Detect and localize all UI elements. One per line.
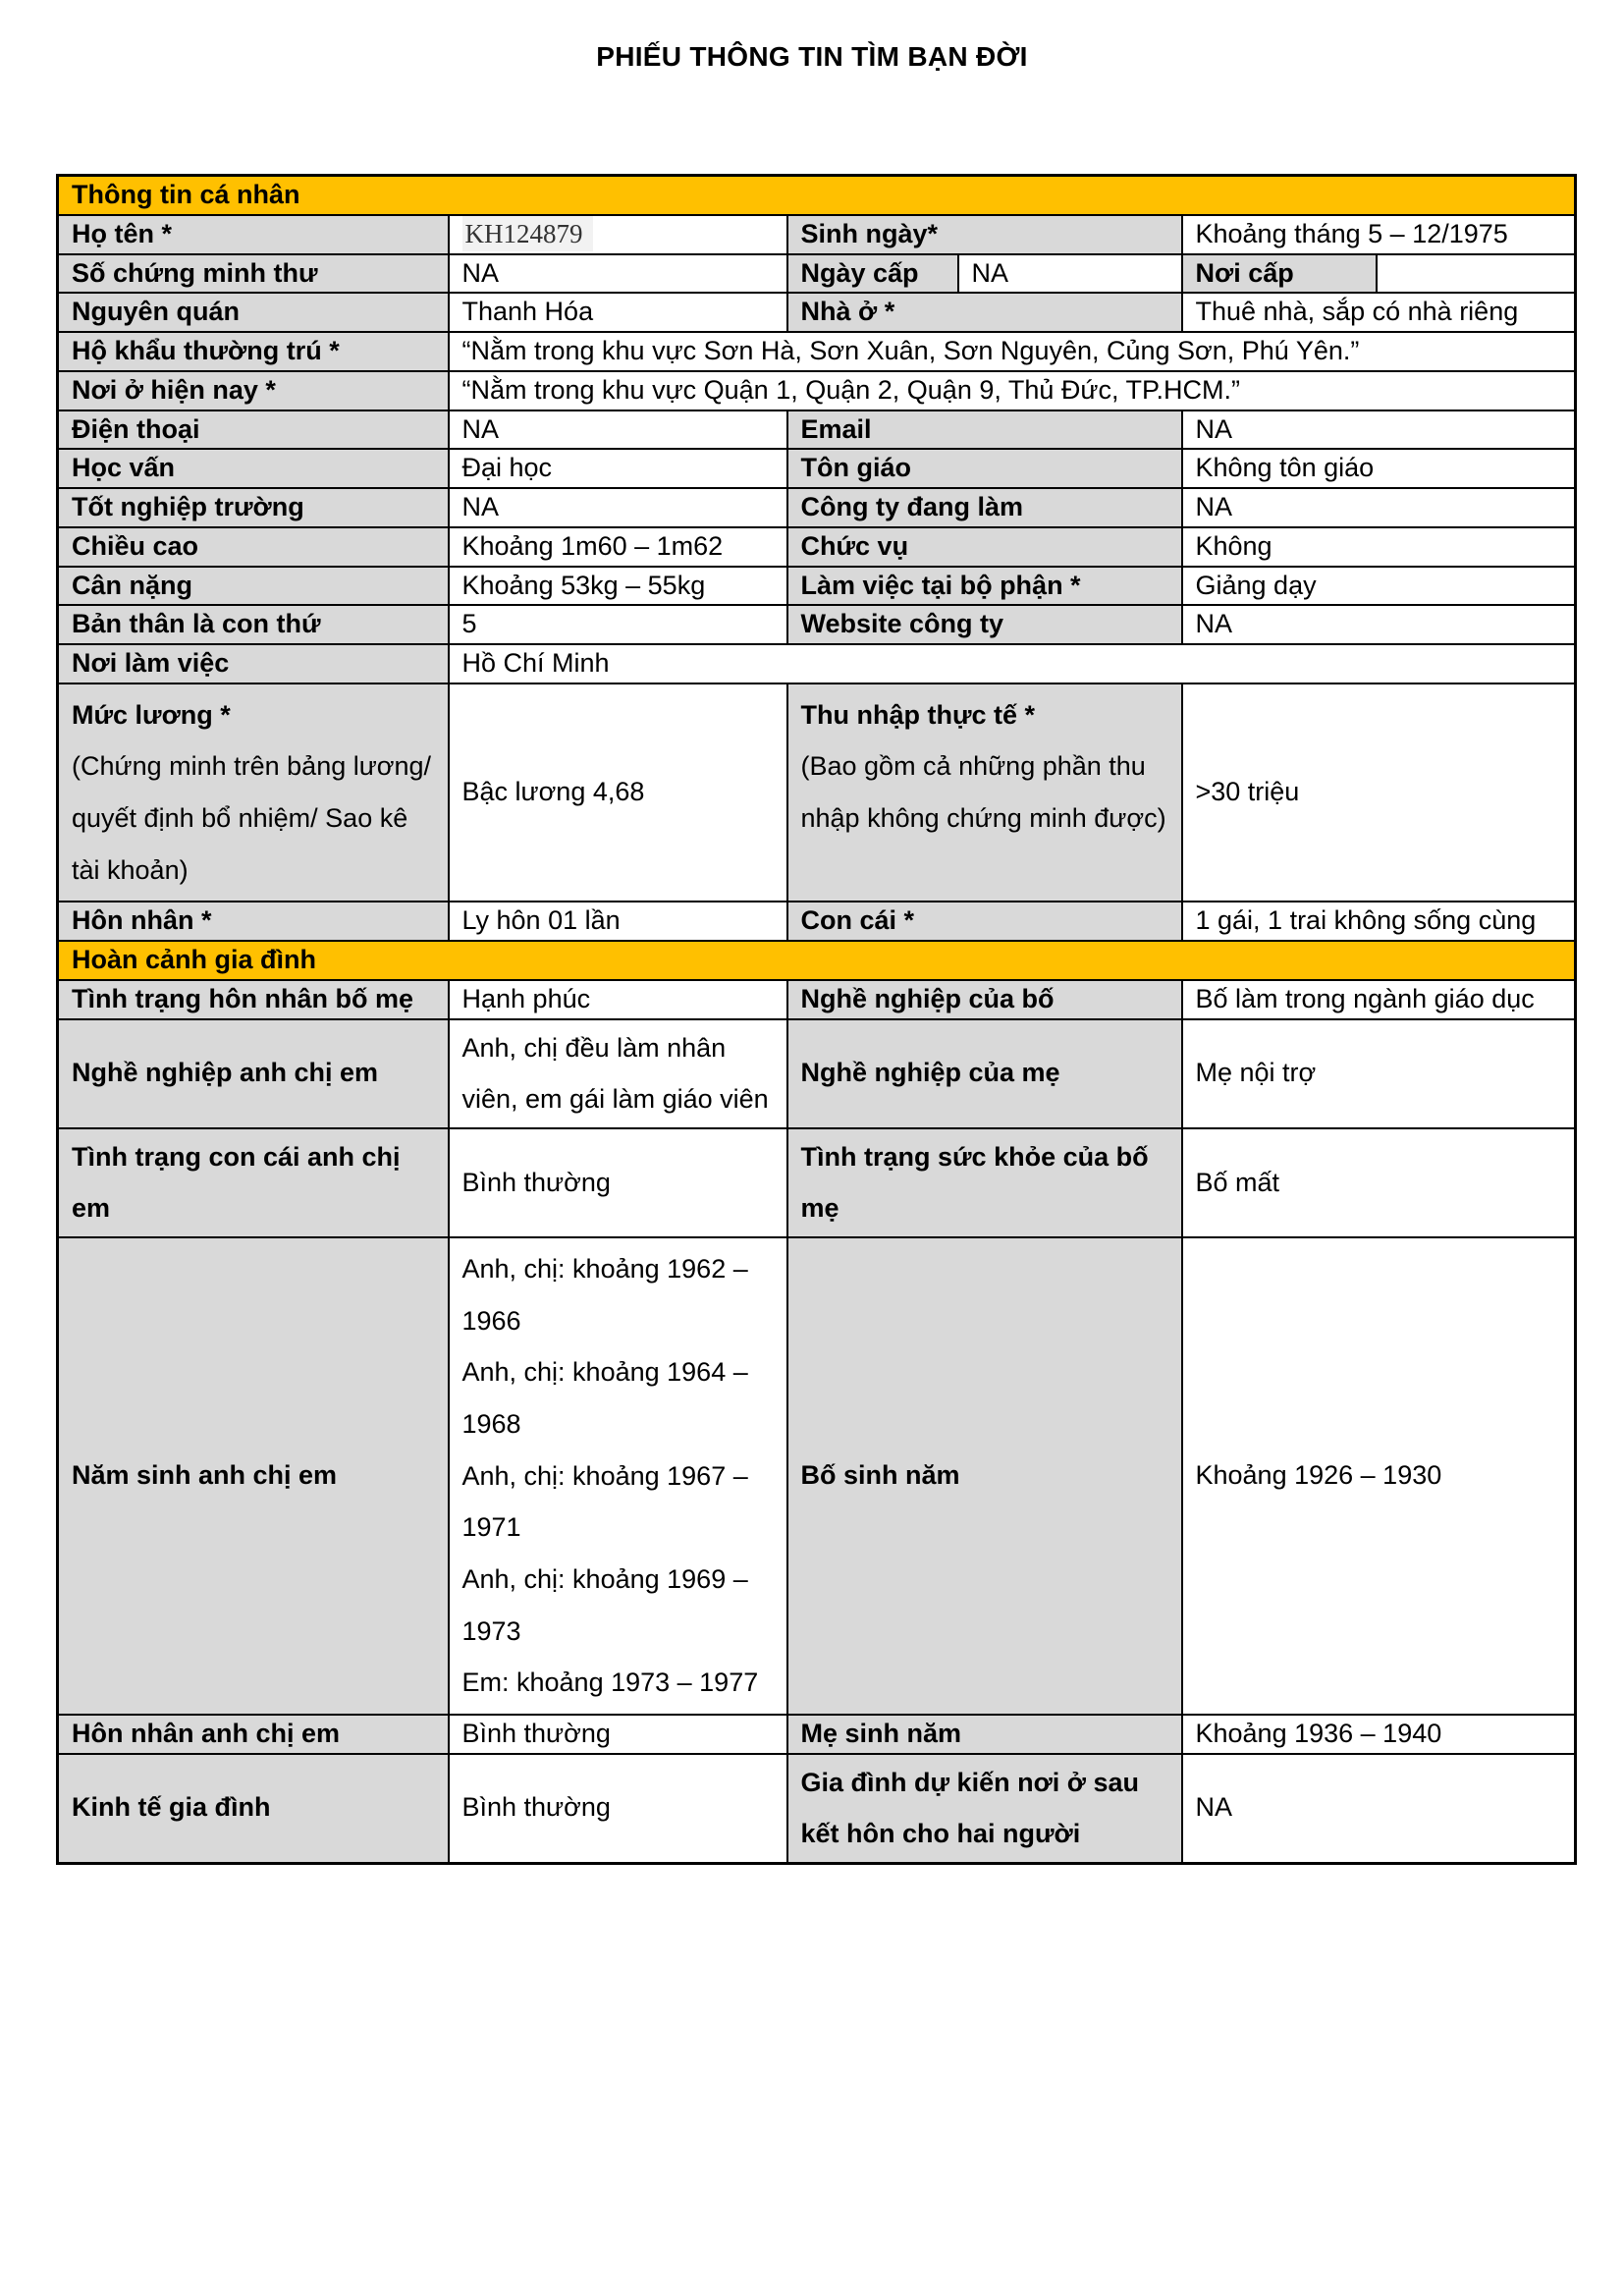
field-ho-ten-label: Họ tên *	[58, 215, 449, 254]
page-title: PHIẾU THÔNG TIN TÌM BẠN ĐỜI	[596, 41, 1028, 72]
field-hon-nhan-label: Hôn nhân *	[58, 902, 449, 941]
field-me-sinh-nam-label: Mẹ sinh năm	[787, 1715, 1182, 1754]
section-family-title: Hoàn cảnh gia đình	[58, 941, 1576, 980]
row-dien-thoai	[58, 410, 1576, 450]
field-noi-lam-viec-label: Nơi làm việc	[58, 644, 449, 683]
field-email-value: NA	[1182, 410, 1576, 450]
row-ho-ten	[58, 215, 1576, 254]
row-hon-nhan	[58, 902, 1576, 941]
field-noi-cap-label: Nơi cấp	[1182, 254, 1377, 294]
field-me-sinh-nam-value: Khoảng 1936 – 1940	[1182, 1715, 1576, 1754]
field-nha-o-value: Thuê nhà, sắp có nhà riêng	[1182, 293, 1576, 332]
field-ton-giao-value: Không tôn giáo	[1182, 449, 1576, 488]
field-noi-o-hien-nay-label: Nơi ở hiện nay *	[58, 371, 449, 410]
field-bo-phan-label: Làm việc tại bộ phận *	[787, 567, 1182, 606]
field-dien-thoai-label: Điện thoại	[58, 410, 449, 450]
field-cong-ty-value: NA	[1182, 488, 1576, 527]
row-so-cmt	[58, 254, 1576, 294]
field-noi-o-sau-ket-hon-value: NA	[1182, 1754, 1576, 1864]
row-hoc-van	[58, 449, 1576, 488]
field-noi-o-sau-ket-hon-label: Gia đình dự kiến nơi ở sau kết hôn cho hai người	[787, 1754, 1182, 1864]
field-tot-nghiep-value: NA	[449, 488, 787, 527]
field-so-cmt-label: Số chứng minh thư	[58, 254, 449, 294]
nam-sinh-line: Em: khoảng 1973 – 1977	[461, 1667, 759, 1698]
row-muc-luong	[58, 683, 1576, 902]
field-nam-sinh-anh-chi-em-label: Năm sinh anh chị em	[58, 1237, 449, 1715]
field-tot-nghiep-label: Tốt nghiệp trường	[58, 488, 449, 527]
field-muc-luong-value: Bậc lương 4,68	[449, 683, 787, 902]
field-hon-nhan-bo-me-value: Hạnh phúc	[449, 980, 787, 1019]
field-hoc-van-value: Đại học	[449, 449, 787, 488]
field-can-nang-label: Cân nặng	[58, 567, 449, 606]
field-hon-nhan-bo-me-label: Tình trạng hôn nhân bố mẹ	[58, 980, 449, 1019]
field-hon-nhan-value: Ly hôn 01 lần	[449, 902, 787, 941]
field-nghe-anh-chi-em-label: Nghề nghiệp anh chị em	[58, 1019, 449, 1128]
field-nguyen-quan-label: Nguyên quán	[58, 293, 449, 332]
field-nam-sinh-anh-chi-em-value	[449, 1237, 787, 1715]
field-sinh-ngay-label: Sinh ngày*	[787, 215, 1182, 254]
field-nguyen-quan-value: Thanh Hóa	[449, 293, 787, 332]
field-bo-sinh-nam-value: Khoảng 1926 – 1930	[1182, 1237, 1576, 1715]
field-con-thu-value: 5	[449, 605, 787, 644]
row-con-thu	[58, 605, 1576, 644]
field-ngay-cap-value: NA	[958, 254, 1182, 294]
field-so-cmt-value: NA	[449, 254, 787, 294]
row-tot-nghiep	[58, 488, 1576, 527]
field-ho-khau-value: “Nằm trong khu vực Sơn Hà, Sơn Xuân, Sơn Nguyên, Củng Sơn, Phú Yên.”	[449, 332, 1576, 371]
field-hon-nhan-anh-chi-em-label: Hôn nhân anh chị em	[58, 1715, 449, 1754]
section-personal-info-title: Thông tin cá nhân	[58, 176, 1576, 215]
field-thu-nhap-label-note: (Bao gồm cả những phần thu nhập không chứng minh được)	[800, 751, 1166, 834]
row-chieu-cao	[58, 527, 1576, 567]
row-nghe-anh-chi-em	[58, 1019, 1576, 1128]
field-thu-nhap-label	[787, 683, 1182, 902]
field-thu-nhap-value: >30 triệu	[1182, 683, 1576, 902]
nam-sinh-line: Anh, chị: khoảng 1967 – 1971	[461, 1460, 748, 1543]
field-ton-giao-label: Tôn giáo	[787, 449, 1182, 488]
nam-sinh-line: Anh, chị: khoảng 1962 – 1966	[461, 1254, 748, 1336]
field-con-thu-label: Bản thân là con thứ	[58, 605, 449, 644]
field-ho-khau-label: Hộ khẩu thường trú *	[58, 332, 449, 371]
field-suc-khoe-bo-me-value: Bố mất	[1182, 1128, 1576, 1237]
field-suc-khoe-bo-me-label: Tình trạng sức khỏe của bố mẹ	[787, 1128, 1182, 1237]
field-chuc-vu-label: Chức vụ	[787, 527, 1182, 567]
field-ho-ten-value	[449, 215, 787, 254]
row-kinh-te	[58, 1754, 1576, 1864]
row-noi-lam-viec	[58, 644, 1576, 683]
field-chieu-cao-label: Chiều cao	[58, 527, 449, 567]
field-kinh-te-value: Bình thường	[449, 1754, 787, 1864]
row-hon-nhan-anh-chi-em	[58, 1715, 1576, 1754]
field-noi-cap-value	[1377, 254, 1576, 294]
field-dien-thoai-value: NA	[449, 410, 787, 450]
field-website-value: NA	[1182, 605, 1576, 644]
field-con-cai-anh-chi-em-value: Bình thường	[449, 1128, 787, 1237]
field-noi-o-hien-nay-value: “Nằm trong khu vực Quận 1, Quận 2, Quận 9, Thủ Đức, TP.HCM.”	[449, 371, 1576, 410]
field-hon-nhan-anh-chi-em-value: Bình thường	[449, 1715, 787, 1754]
field-muc-luong-label-title: Mức lương *	[72, 699, 231, 730]
row-nguyen-quan	[58, 293, 1576, 332]
field-sinh-ngay-value: Khoảng tháng 5 – 12/1975	[1182, 215, 1576, 254]
field-chuc-vu-value: Không	[1182, 527, 1576, 567]
field-kinh-te-label: Kinh tế gia đình	[58, 1754, 449, 1864]
field-bo-phan-value: Giảng dạy	[1182, 567, 1576, 606]
field-con-cai-label: Con cái *	[787, 902, 1182, 941]
field-ngay-cap-label: Ngày cấp	[787, 254, 958, 294]
field-cong-ty-label: Công ty đang làm	[787, 488, 1182, 527]
field-noi-lam-viec-value: Hồ Chí Minh	[449, 644, 1576, 683]
field-hoc-van-label: Học vấn	[58, 449, 449, 488]
section-family	[58, 941, 1576, 980]
field-nghe-me-label: Nghề nghiệp của mẹ	[787, 1019, 1182, 1128]
field-muc-luong-label	[58, 683, 449, 902]
field-thu-nhap-label-title: Thu nhập thực tế *	[800, 699, 1036, 730]
field-muc-luong-label-note: (Chứng minh trên bảng lương/ quyết định bổ nhiệm/ Sao kê tài khoản)	[72, 751, 432, 885]
field-nghe-me-value: Mẹ nội trợ	[1182, 1019, 1576, 1128]
field-nghe-anh-chi-em-value: Anh, chị đều làm nhân viên, em gái làm giáo viên	[449, 1019, 787, 1128]
section-personal-info	[58, 176, 1576, 215]
field-nha-o-label: Nhà ở *	[787, 293, 1182, 332]
field-website-label: Website công ty	[787, 605, 1182, 644]
row-nam-sinh-anh-chi-em	[58, 1237, 1576, 1715]
field-con-cai-anh-chi-em-label: Tình trạng con cái anh chị em	[58, 1128, 449, 1237]
nam-sinh-line: Anh, chị: khoảng 1964 – 1968	[461, 1357, 748, 1440]
nam-sinh-line: Anh, chị: khoảng 1969 – 1973	[461, 1563, 748, 1646]
field-nghe-bo-value: Bố làm trong ngành giáo dục	[1182, 980, 1576, 1019]
info-form-table	[56, 174, 1577, 1865]
row-hon-nhan-bo-me	[58, 980, 1576, 1019]
field-nghe-bo-label: Nghề nghiệp của bố	[787, 980, 1182, 1019]
field-chieu-cao-value: Khoảng 1m60 – 1m62	[449, 527, 787, 567]
row-noi-o-hien-nay	[58, 371, 1576, 410]
field-bo-sinh-nam-label: Bố sinh năm	[787, 1237, 1182, 1715]
row-ho-khau	[58, 332, 1576, 371]
field-ho-ten-code: KH124879	[462, 216, 593, 251]
field-can-nang-value: Khoảng 53kg – 55kg	[449, 567, 787, 606]
row-con-cai-anh-chi-em	[58, 1128, 1576, 1237]
field-email-label: Email	[787, 410, 1182, 450]
row-can-nang	[58, 567, 1576, 606]
field-con-cai-value: 1 gái, 1 trai không sống cùng	[1182, 902, 1576, 941]
